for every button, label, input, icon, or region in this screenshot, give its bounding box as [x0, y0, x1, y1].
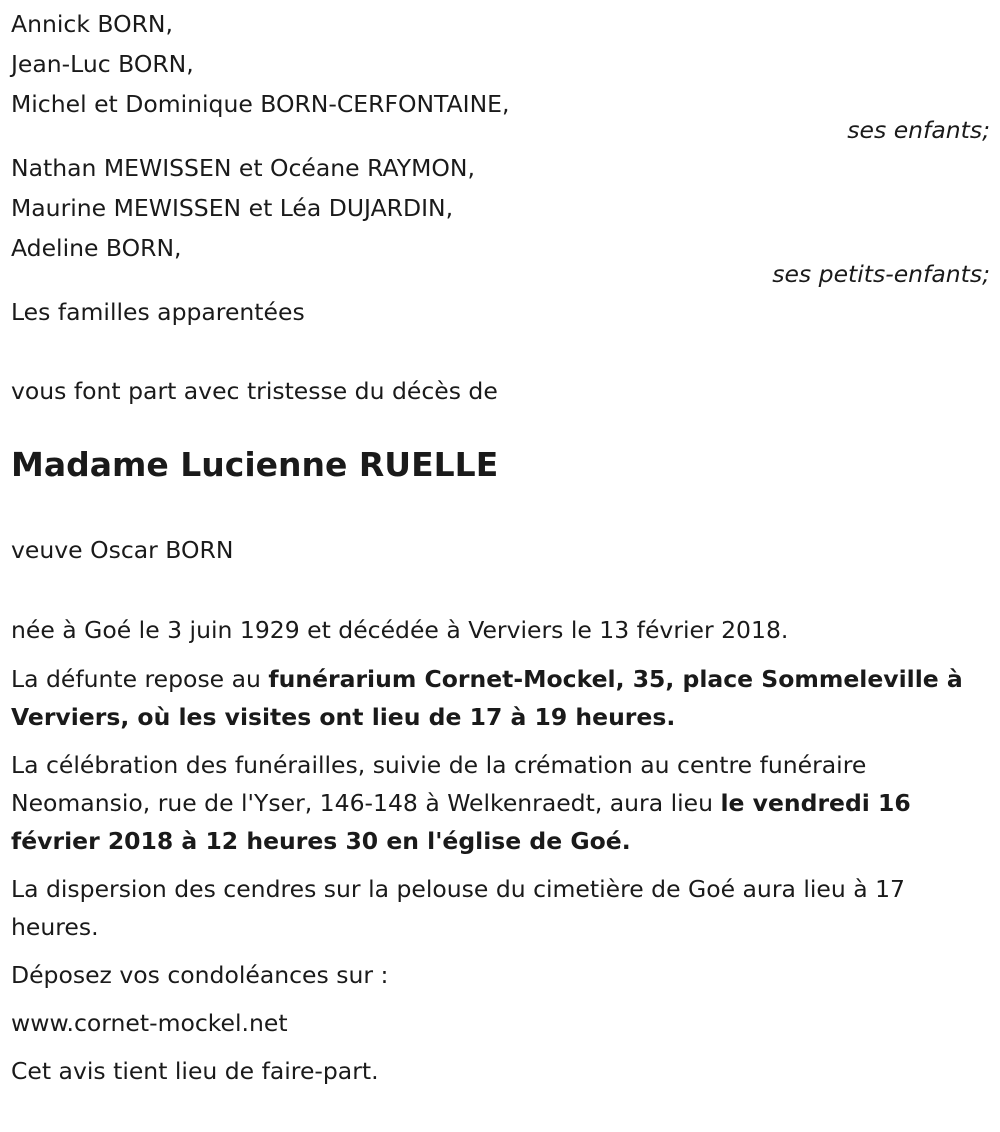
related-families: Les familles apparentées [11, 298, 305, 326]
birth-death-dates: née à Goé le 3 juin 1929 et décédée à Verviers le 13 février 2018. [11, 616, 789, 644]
announcement-text: vous font part avec tristesse du décès de [11, 377, 498, 405]
grandchildren-role: ses petits-enfants; [772, 260, 990, 288]
website-link[interactable]: www.cornet-mockel.net [11, 1009, 288, 1037]
celebration-paragraph [11, 746, 990, 860]
celebration-prefix: La célébration des funérailles, suivie de la crémation au centre funéraire Neomansio, rue de l'Yser, 146-148 à Welkenraedt, aura lieu [11, 751, 867, 817]
repose-location: funérarium Cornet-Mockel, 35, place Sommeleville à Verviers, où les visites ont lieu de 17 à 19 heures. [11, 665, 963, 731]
grandchildren-block [11, 148, 990, 292]
grandchild-name: Nathan MEWISSEN et Océane RAYMON, [11, 154, 475, 182]
child-name: Annick BORN, [11, 10, 173, 38]
children-block [11, 4, 990, 148]
notice-text: Cet avis tient lieu de faire-part. [11, 1057, 379, 1085]
grandchild-name: Adeline BORN, [11, 234, 182, 262]
condolences-label: Déposez vos condoléances sur : [11, 961, 389, 989]
child-name: Jean-Luc BORN, [11, 50, 194, 78]
deceased-name: Madame Lucienne RUELLE [11, 445, 499, 484]
repose-prefix: La défunte repose au [11, 665, 269, 693]
obituary-notice [11, 4, 990, 1090]
celebration-date-place: le vendredi 16 février 2018 à 12 heures 30 en l'église de Goé. [11, 789, 911, 855]
grandchild-name: Maurine MEWISSEN et Léa DUJARDIN, [11, 194, 454, 222]
child-name: Michel et Dominique BORN-CERFONTAINE, [11, 90, 510, 118]
widow-of: veuve Oscar BORN [11, 536, 234, 564]
dispersion-paragraph: La dispersion des cendres sur la pelouse du cimetière de Goé aura lieu à 17 heures. [11, 875, 906, 941]
children-role: ses enfants; [847, 116, 990, 144]
repose-paragraph [11, 660, 990, 736]
